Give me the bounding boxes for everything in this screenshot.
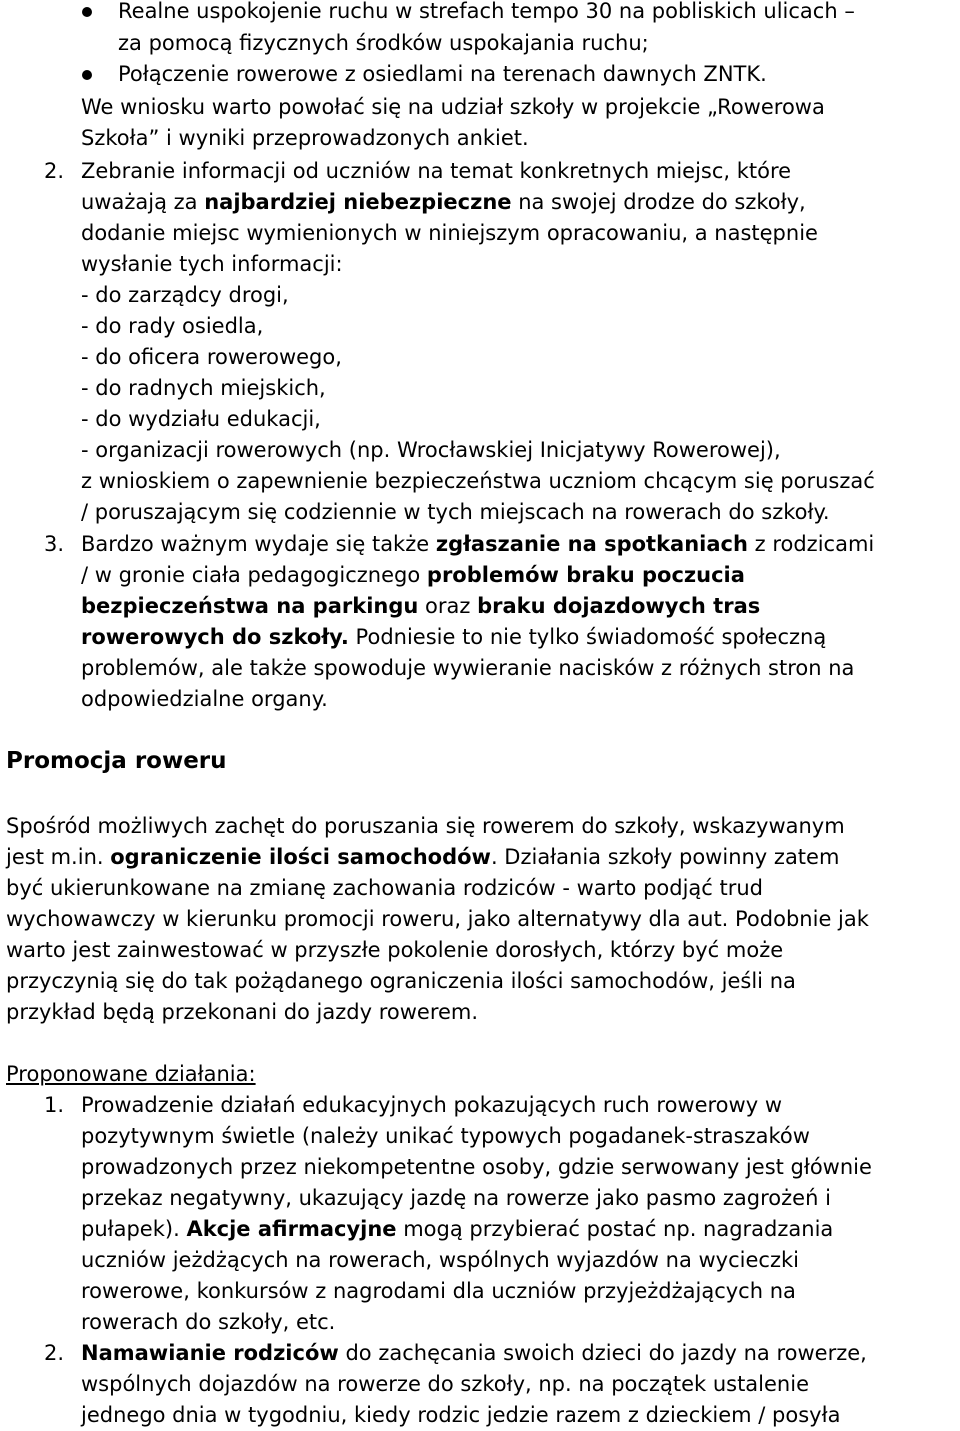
paragraph-line: być ukierunkowane na zmianę zachowania rodziców - warto podjąć trud bbox=[6, 876, 764, 900]
item-3-line-4: rowerowych do szkoły. Podniesie to nie tylko świadomość społeczną bbox=[81, 625, 827, 649]
bullet-1-line-1: Realne uspokojenie ruchu w strefach tempo 30 na pobliskich ulicach – bbox=[118, 0, 855, 23]
recipient-list-item: - do zarządcy drogi, bbox=[81, 283, 289, 307]
recipient-list-item: - do rady osiedla, bbox=[81, 314, 264, 338]
action-1-line-5: pułapek). Akcje afirmacyjne mogą przybierać postać np. nagradzania bbox=[81, 1217, 834, 1241]
action-2-line-3: jednego dnia w tygodniu, kiedy rodzic jedzie razem z dzieckiem / posyła bbox=[81, 1403, 841, 1427]
section-heading: Promocja roweru bbox=[6, 748, 227, 774]
action-1-line-2: pozytywnym świetle (należy unikać typowych pogadanek-straszaków bbox=[81, 1124, 810, 1148]
item-3-line-1: Bardzo ważnym wydaje się także zgłaszanie na spotkaniach z rodzicami bbox=[81, 532, 875, 556]
paragraph-line: warto jest zainwestować w przyszłe pokolenie dorosłych, którzy być może bbox=[6, 938, 784, 962]
action-1-number: 1. bbox=[44, 1093, 65, 1117]
item-2-number: 2. bbox=[44, 159, 65, 183]
action-2-line-1: Namawianie rodziców do zachęcania swoich dzieci do jazdy na rowerze, bbox=[81, 1341, 867, 1365]
item-3-line-2: / w gronie ciała pedagogicznego problemów braku poczucia bbox=[81, 563, 745, 587]
bullet-1-line-2: za pomocą fizycznych środków uspokajania ruchu; bbox=[118, 31, 649, 55]
action-1-line-7: rowerowe, konkursów z nagrodami dla uczniów przyjeżdżających na bbox=[81, 1279, 796, 1303]
action-2-number: 2. bbox=[44, 1341, 65, 1365]
action-1-line-6: uczniów jeżdżących na rowerach, wspólnych wyjazdów na wycieczki bbox=[81, 1248, 799, 1272]
recipient-list-item: - do radnych miejskich, bbox=[81, 376, 326, 400]
item-2-line-2: uważają za najbardziej niebezpieczne na swojej drodze do szkoły, bbox=[81, 190, 806, 214]
paragraph-line: jest m.in. ograniczenie ilości samochodów. Działania szkoły powinny zatem bbox=[6, 845, 840, 869]
item-2-line-4: wysłanie tych informacji: bbox=[81, 252, 343, 276]
recipient-list-item: - organizacji rowerowych (np. Wrocławskiej Inicjatywy Rowerowej), bbox=[81, 438, 781, 462]
item-3-number: 3. bbox=[44, 532, 65, 556]
item-2-line-1: Zebranie informacji od uczniów na temat konkretnych miejsc, które bbox=[81, 159, 792, 183]
item-3-line-6: odpowiedzialne organy. bbox=[81, 687, 328, 711]
action-1-line-3: prowadzonych przez niekompetentne osoby, gdzie serwowany jest głównie bbox=[81, 1155, 872, 1179]
bullet-dot bbox=[82, 7, 92, 17]
paragraph-line: Spośród możliwych zachęt do poruszania się rowerem do szkoły, wskazywanym bbox=[6, 814, 845, 838]
recipient-list-item: - do oficera rowerowego, bbox=[81, 345, 342, 369]
bullet-2-line-1: Połączenie rowerowe z osiedlami na terenach dawnych ZNTK. bbox=[118, 62, 767, 86]
item-3-line-5: problemów, ale także spowoduje wywieranie nacisków z różnych stron na bbox=[81, 656, 855, 680]
action-1-line-1: Prowadzenie działań edukacyjnych pokazujących ruch rowerowy w bbox=[81, 1093, 782, 1117]
subsection-title: Proponowane działania: bbox=[6, 1062, 256, 1086]
bullet-dot bbox=[82, 70, 92, 80]
action-1-line-4: przekaz negatywny, ukazujący jazdę na rowerze jako pasmo zagrożeń i bbox=[81, 1186, 831, 1210]
action-2-line-2: wspólnych dojazdów na rowerze do szkoły, np. na początek ustalenie bbox=[81, 1372, 809, 1396]
recipient-list-item: - do wydziału edukacji, bbox=[81, 407, 321, 431]
item-2-line-3: dodanie miejsc wymienionych w niniejszym opracowaniu, a następnie bbox=[81, 221, 818, 245]
item-3-line-3: bezpieczeństwa na parkingu oraz braku dojazdowych tras bbox=[81, 594, 761, 618]
note-line-1: We wniosku warto powołać się na udział szkoły w projekcie „Rowerowa bbox=[81, 95, 825, 119]
paragraph-line: wychowawczy w kierunku promocji roweru, jako alternatywy dla aut. Podobnie jak bbox=[6, 907, 869, 931]
note-line-2: Szkoła” i wyniki przeprowadzonych ankiet. bbox=[81, 126, 529, 150]
paragraph-line: przyczynią się do tak pożądanego ograniczenia ilości samochodów, jeśli na bbox=[6, 969, 796, 993]
paragraph-line: przykład będą przekonani do jazdy rowerem. bbox=[6, 1000, 479, 1024]
action-1-line-8: rowerach do szkoły, etc. bbox=[81, 1310, 336, 1334]
item-2-line-11: z wnioskiem o zapewnienie bezpieczeństwa uczniom chcącym się poruszać bbox=[81, 469, 875, 493]
item-2-line-12: / poruszającym się codziennie w tych miejscach na rowerach do szkoły. bbox=[81, 500, 830, 524]
